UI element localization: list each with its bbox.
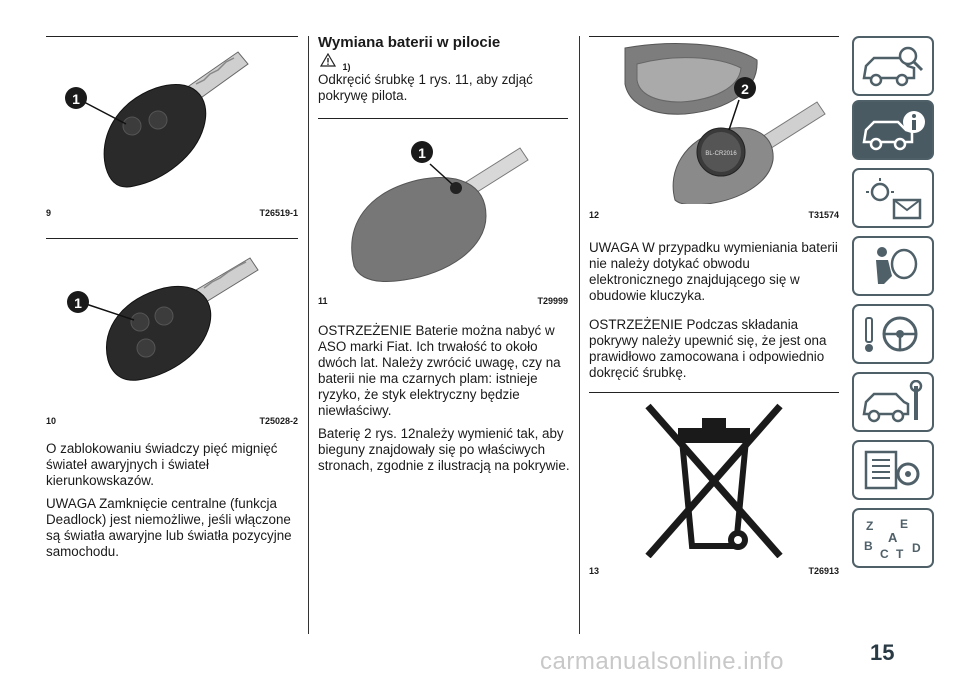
figure-11-number: 11: [318, 296, 328, 306]
column-divider-right: [579, 36, 580, 634]
index-letter-b: B: [864, 539, 873, 553]
paragraph-deadlock-note: UWAGA Zamknięcie centralne (funkcja Deadlock) jest niemożliwe, jeśli włączone są światła awaryjne lub światła pozycyjne samochodu.: [46, 496, 292, 559]
tab-driving[interactable]: [852, 304, 934, 364]
column-divider-left: [308, 36, 309, 634]
figure-11-code: T29999: [537, 296, 568, 306]
warning-ref: [320, 53, 351, 72]
figure-12-caption: [589, 210, 839, 222]
figure-9-caption: [46, 208, 298, 220]
tab-lights-messages[interactable]: [852, 168, 934, 228]
figure-9-key: [46, 40, 298, 202]
figure-10-key: [46, 244, 298, 392]
figure-10-number: 10: [46, 416, 57, 426]
figure-12-open-key: [589, 40, 841, 204]
figure-12-number: 12: [589, 210, 600, 220]
battery-label: BL-CR2016: [705, 151, 737, 157]
figure-divider-rule: [46, 238, 298, 239]
paragraph-unscrew: Odkręcić śrubkę 1 rys. 11, aby zdjąć pokrywę pilota.: [318, 72, 533, 103]
tab-car-overview[interactable]: [852, 36, 934, 96]
tab-alphabetical-index[interactable]: [852, 508, 934, 568]
paragraph-battery-polarity: Baterię 2 rys. 12należy wymienić tak, aby bieguny znajdowały się po właściwych stronach, zgodnie z ilustracją na pokrywie.: [318, 426, 570, 473]
tab-safety[interactable]: [852, 236, 934, 296]
index-letter-c: C: [880, 547, 889, 560]
warning-ref-number: 1): [342, 62, 351, 72]
tab-maintenance[interactable]: [852, 372, 934, 432]
index-letter-z: Z: [866, 519, 874, 533]
paragraph-cover-warning: OSTRZEŻENIE Podczas składania pokrywy należy upewnić się, że jest ona prawidłowo zamocowana i odpowiednio dokręcić śrubkę.: [589, 317, 827, 380]
figure-11-top-rule: [318, 118, 568, 119]
index-letter-d: D: [912, 541, 921, 555]
figure-9-callout: 1: [72, 91, 80, 107]
tab-specifications[interactable]: [852, 440, 934, 500]
paragraph-locking-signal: O zablokowaniu świadczy pięć mignięć świateł awaryjnych i świateł kierunkowskazów.: [46, 441, 278, 488]
warning-triangle-icon: [320, 53, 336, 67]
figure-9-code: T26519-1: [259, 208, 298, 218]
figure-13-caption: [589, 566, 839, 578]
watermark: carmanualsonline.info: [540, 648, 784, 675]
paragraph-circuit-note: UWAGA W przypadku wymieniania baterii nie należy dotykać obwodu elektronicznego znajdującego się w obudowie kluczyka.: [589, 240, 838, 303]
figure-11-key-back: [318, 124, 570, 284]
figure-10-caption: [46, 416, 298, 428]
figure-9-number: 9: [46, 208, 52, 218]
car-info-icon: [860, 108, 926, 152]
index-letter-t: T: [896, 547, 904, 560]
alphabet-index-icon: [860, 516, 926, 560]
figure-11-callout: 1: [418, 145, 426, 161]
tab-car-info[interactable]: [852, 100, 934, 160]
car-search-icon: [860, 44, 926, 88]
index-letter-a: A: [888, 530, 898, 545]
figure-13-recycle-bin: [640, 400, 788, 558]
figure-top-rule: [46, 36, 298, 37]
figure-10-callout: 1: [74, 295, 82, 311]
section-title: Wymiana baterii w pilocie: [318, 34, 501, 51]
crossed-bin-icon: [640, 400, 788, 558]
figure-12-code: T31574: [808, 210, 839, 220]
figure-12-top-rule: [589, 36, 839, 37]
spec-list-icon: [860, 448, 926, 492]
figure-10-code: T25028-2: [259, 416, 298, 426]
figure-13-number: 13: [589, 566, 600, 576]
figure-13-code: T26913: [808, 566, 839, 576]
index-letter-e: E: [900, 517, 909, 531]
figure-13-top-rule: [589, 392, 839, 393]
airbag-icon: [860, 244, 926, 288]
steering-wheel-icon: [860, 312, 926, 356]
paragraph-battery-warning: OSTRZEŻENIE Baterie można nabyć w ASO marki Fiat. Ich trwałość to około dwóch lat. Należy zwrócić uwagę, czy na baterii nie ma czarnych plam: istnieje ryzyko, że styk elektryczny będzie niewłaściwy.: [318, 323, 561, 418]
car-wrench-icon: [860, 380, 926, 424]
page-number: 15: [870, 640, 895, 665]
light-message-icon: [860, 176, 926, 220]
figure-12-callout: 2: [741, 81, 749, 97]
figure-11-caption: [318, 296, 568, 308]
